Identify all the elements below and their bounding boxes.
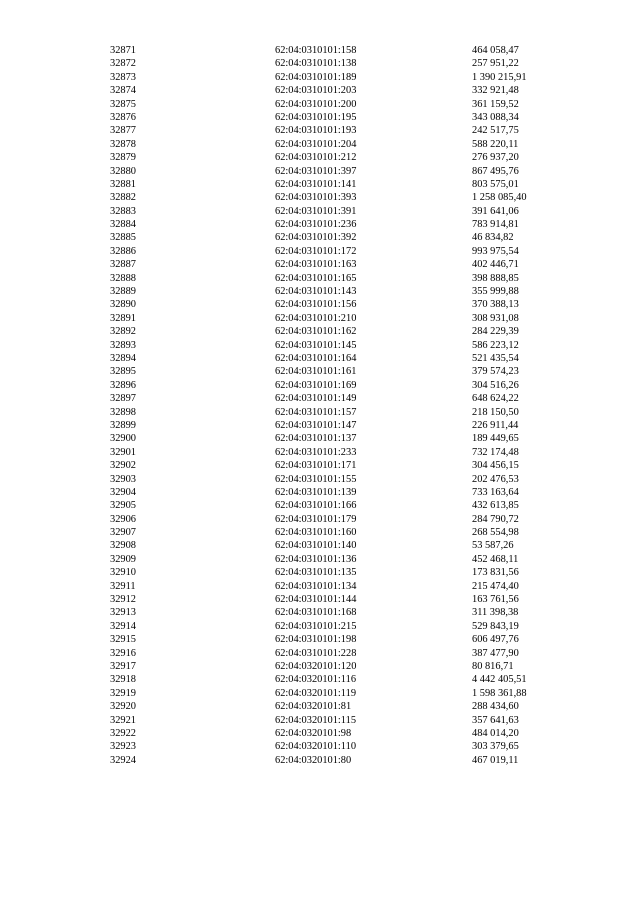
table-row <box>110 754 580 767</box>
table-row <box>110 714 580 727</box>
cadastral-number: 62:04:0310101:193 <box>275 125 357 137</box>
row-number: 32891 <box>110 312 136 324</box>
cadastral-value: 303 379,65 <box>472 741 519 753</box>
cadastral-number: 62:04:0310101:147 <box>275 419 357 431</box>
row-number: 32893 <box>110 339 136 351</box>
cadastral-number: 62:04:0310101:204 <box>275 138 357 150</box>
table-row <box>110 191 580 204</box>
table-row <box>110 553 580 566</box>
row-number: 32905 <box>110 500 136 512</box>
row-number: 32919 <box>110 687 136 699</box>
row-number: 32899 <box>110 419 136 431</box>
table-row <box>110 740 580 753</box>
row-number: 32900 <box>110 433 136 445</box>
cadastral-value: 308 931,08 <box>472 312 519 324</box>
table-row <box>110 231 580 244</box>
cadastral-number: 62:04:0310101:149 <box>275 393 357 405</box>
table-row <box>110 486 580 499</box>
cadastral-number: 62:04:0310101:200 <box>275 98 357 110</box>
row-number: 32920 <box>110 701 136 713</box>
cadastral-number: 62:04:0320101:80 <box>275 754 352 766</box>
row-number: 32895 <box>110 366 136 378</box>
row-number: 32883 <box>110 205 136 217</box>
cadastral-number: 62:04:0310101:236 <box>275 219 357 231</box>
cadastral-value: 467 019,11 <box>472 754 519 766</box>
row-number: 32909 <box>110 553 136 565</box>
cadastral-number: 62:04:0310101:138 <box>275 58 357 70</box>
table-row <box>110 392 580 405</box>
table-row <box>110 352 580 365</box>
row-number: 32878 <box>110 138 136 150</box>
cadastral-number: 62:04:0310101:203 <box>275 85 357 97</box>
cadastral-number: 62:04:0320101:98 <box>275 727 352 739</box>
row-number: 32882 <box>110 192 136 204</box>
cadastral-number: 62:04:0310101:139 <box>275 486 357 498</box>
cadastral-number: 62:04:0310101:166 <box>275 500 357 512</box>
row-number: 32912 <box>110 594 136 606</box>
row-number: 32907 <box>110 527 136 539</box>
row-number: 32911 <box>110 580 136 592</box>
table-row <box>110 365 580 378</box>
cadastral-value: 361 159,52 <box>472 98 519 110</box>
cadastral-number: 62:04:0310101:145 <box>275 339 357 351</box>
cadastral-value: 391 641,06 <box>472 205 519 217</box>
table-row <box>110 98 580 111</box>
cadastral-value: 648 624,22 <box>472 393 519 405</box>
table-row <box>110 633 580 646</box>
cadastral-number: 62:04:0310101:215 <box>275 620 357 632</box>
row-number: 32897 <box>110 393 136 405</box>
cadastral-value: 202 476,53 <box>472 473 519 485</box>
cadastral-value: 586 223,12 <box>472 339 519 351</box>
cadastral-number: 62:04:0310101:169 <box>275 379 357 391</box>
cadastral-number: 62:04:0310101:137 <box>275 433 357 445</box>
cadastral-number: 62:04:0310101:160 <box>275 527 357 539</box>
cadastral-value: 355 999,88 <box>472 286 519 298</box>
row-number: 32875 <box>110 98 136 110</box>
cadastral-number: 62:04:0310101:171 <box>275 460 357 472</box>
table-row <box>110 124 580 137</box>
row-number: 32898 <box>110 406 136 418</box>
table-row <box>110 218 580 231</box>
table-row <box>110 580 580 593</box>
table-row <box>110 339 580 352</box>
cadastral-value: 173 831,56 <box>472 567 519 579</box>
cadastral-value: 304 456,15 <box>472 460 519 472</box>
cadastral-number: 62:04:0310101:392 <box>275 232 357 244</box>
table-row <box>110 459 580 472</box>
row-number: 32890 <box>110 299 136 311</box>
table-row <box>110 446 580 459</box>
table-row <box>110 71 580 84</box>
cadastral-value: 46 834,82 <box>472 232 514 244</box>
table-row <box>110 566 580 579</box>
cadastral-number: 62:04:0320101:115 <box>275 714 357 726</box>
cadastral-value: 311 398,38 <box>472 607 519 619</box>
cadastral-value: 284 229,39 <box>472 326 519 338</box>
table-row <box>110 593 580 606</box>
cadastral-number: 62:04:0310101:136 <box>275 553 357 565</box>
cadastral-number: 62:04:0310101:141 <box>275 178 357 190</box>
table-row <box>110 379 580 392</box>
row-number: 32906 <box>110 513 136 525</box>
cadastral-value: 343 088,34 <box>472 111 519 123</box>
row-number: 32915 <box>110 634 136 646</box>
table-row <box>110 700 580 713</box>
cadastral-value: 606 497,76 <box>472 634 519 646</box>
table-row <box>110 138 580 151</box>
cadastral-number: 62:04:0310101:164 <box>275 352 357 364</box>
table-row <box>110 419 580 432</box>
row-number: 32904 <box>110 486 136 498</box>
row-number: 32885 <box>110 232 136 244</box>
row-number: 32881 <box>110 178 136 190</box>
cadastral-value: 226 911,44 <box>472 419 519 431</box>
row-number: 32908 <box>110 540 136 552</box>
cadastral-value-table <box>110 44 580 767</box>
cadastral-number: 62:04:0310101:179 <box>275 513 357 525</box>
cadastral-number: 62:04:0310101:228 <box>275 647 357 659</box>
cadastral-number: 62:04:0310101:143 <box>275 286 357 298</box>
row-number: 32924 <box>110 754 136 766</box>
table-row <box>110 325 580 338</box>
cadastral-number: 62:04:0310101:397 <box>275 165 357 177</box>
table-row <box>110 272 580 285</box>
row-number: 32876 <box>110 111 136 123</box>
row-number: 32916 <box>110 647 136 659</box>
cadastral-number: 62:04:0310101:158 <box>275 45 357 56</box>
cadastral-number: 62:04:0310101:393 <box>275 192 357 204</box>
cadastral-value: 387 477,90 <box>472 647 519 659</box>
row-number: 32903 <box>110 473 136 485</box>
table-row <box>110 258 580 271</box>
row-number: 32914 <box>110 620 136 632</box>
cadastral-value: 464 058,47 <box>472 45 519 56</box>
cadastral-number: 62:04:0310101:140 <box>275 540 357 552</box>
table-row <box>110 673 580 686</box>
row-number: 32880 <box>110 165 136 177</box>
table-row <box>110 606 580 619</box>
table-row <box>110 312 580 325</box>
cadastral-value: 867 495,76 <box>472 165 519 177</box>
row-number: 32917 <box>110 660 136 672</box>
cadastral-value: 993 975,54 <box>472 245 519 257</box>
cadastral-value: 189 449,65 <box>472 433 519 445</box>
row-number: 32923 <box>110 741 136 753</box>
cadastral-value: 80 816,71 <box>472 660 514 672</box>
cadastral-value: 215 474,40 <box>472 580 519 592</box>
table-row <box>110 620 580 633</box>
cadastral-number: 62:04:0310101:163 <box>275 259 357 271</box>
cadastral-number: 62:04:0320101:120 <box>275 660 357 672</box>
table-row <box>110 513 580 526</box>
cadastral-number: 62:04:0320101:116 <box>275 674 357 686</box>
cadastral-number: 62:04:0320101:81 <box>275 701 352 713</box>
table-row <box>110 111 580 124</box>
cadastral-number: 62:04:0310101:391 <box>275 205 357 217</box>
cadastral-value: 370 388,13 <box>472 299 519 311</box>
cadastral-number: 62:04:0310101:157 <box>275 406 357 418</box>
cadastral-number: 62:04:0310101:134 <box>275 580 357 592</box>
row-number: 32892 <box>110 326 136 338</box>
row-number: 32910 <box>110 567 136 579</box>
cadastral-value: 733 163,64 <box>472 486 519 498</box>
table-row <box>110 432 580 445</box>
table-row <box>110 178 580 191</box>
cadastral-value: 4 442 405,51 <box>472 674 527 686</box>
cadastral-number: 62:04:0310101:210 <box>275 312 357 324</box>
cadastral-value: 732 174,48 <box>472 446 519 458</box>
cadastral-number: 62:04:0310101:161 <box>275 366 357 378</box>
table-row <box>110 151 580 164</box>
cadastral-number: 62:04:0310101:189 <box>275 71 357 83</box>
row-number: 32884 <box>110 219 136 231</box>
cadastral-value: 1 258 085,40 <box>472 192 527 204</box>
table-row <box>110 473 580 486</box>
cadastral-value: 432 613,85 <box>472 500 519 512</box>
table-row <box>110 298 580 311</box>
cadastral-number: 62:04:0320101:119 <box>275 687 357 699</box>
table-row <box>110 285 580 298</box>
cadastral-value: 1 390 215,91 <box>472 71 527 83</box>
row-number: 32888 <box>110 272 136 284</box>
row-number: 32872 <box>110 58 136 70</box>
cadastral-value: 288 434,60 <box>472 701 519 713</box>
cadastral-number: 62:04:0310101:198 <box>275 634 357 646</box>
row-number: 32886 <box>110 245 136 257</box>
cadastral-number: 62:04:0320101:110 <box>275 741 357 753</box>
cadastral-value: 402 446,71 <box>472 259 519 271</box>
cadastral-value: 163 761,56 <box>472 594 519 606</box>
cadastral-number: 62:04:0310101:155 <box>275 473 357 485</box>
cadastral-number: 62:04:0310101:135 <box>275 567 357 579</box>
row-number: 32902 <box>110 460 136 472</box>
cadastral-number: 62:04:0310101:212 <box>275 152 357 164</box>
cadastral-value: 452 468,11 <box>472 553 519 565</box>
cadastral-value: 484 014,20 <box>472 727 519 739</box>
cadastral-value: 53 587,26 <box>472 540 514 552</box>
cadastral-value: 304 516,26 <box>472 379 519 391</box>
row-number: 32871 <box>110 45 136 56</box>
cadastral-number: 62:04:0310101:172 <box>275 245 357 257</box>
table-row <box>110 660 580 673</box>
table-row <box>110 647 580 660</box>
table-row <box>110 165 580 178</box>
cadastral-number: 62:04:0310101:162 <box>275 326 357 338</box>
row-number: 32887 <box>110 259 136 271</box>
table-row <box>110 57 580 70</box>
row-number: 32874 <box>110 85 136 97</box>
cadastral-value: 803 575,01 <box>472 178 519 190</box>
row-number: 32918 <box>110 674 136 686</box>
table-row <box>110 84 580 97</box>
row-number: 32877 <box>110 125 136 137</box>
table-row <box>110 406 580 419</box>
cadastral-value: 268 554,98 <box>472 527 519 539</box>
cadastral-number: 62:04:0310101:168 <box>275 607 357 619</box>
row-number: 32894 <box>110 352 136 364</box>
cadastral-value: 242 517,75 <box>472 125 519 137</box>
table-row <box>110 245 580 258</box>
row-number: 32913 <box>110 607 136 619</box>
cadastral-value: 398 888,85 <box>472 272 519 284</box>
cadastral-value: 357 641,63 <box>472 714 519 726</box>
table-row <box>110 687 580 700</box>
cadastral-value: 257 951,22 <box>472 58 519 70</box>
cadastral-value: 783 914,81 <box>472 219 519 231</box>
cadastral-value: 218 150,50 <box>472 406 519 418</box>
row-number: 32922 <box>110 727 136 739</box>
cadastral-value: 529 843,19 <box>472 620 519 632</box>
table-row <box>110 205 580 218</box>
cadastral-number: 62:04:0310101:156 <box>275 299 357 311</box>
table-row <box>110 526 580 539</box>
cadastral-value: 588 220,11 <box>472 138 519 150</box>
row-number: 32921 <box>110 714 136 726</box>
cadastral-value: 521 435,54 <box>472 352 519 364</box>
table-row <box>110 727 580 740</box>
table-row <box>110 539 580 552</box>
table-row <box>110 499 580 512</box>
cadastral-number: 62:04:0310101:144 <box>275 594 357 606</box>
table-row <box>110 44 580 57</box>
cadastral-number: 62:04:0310101:165 <box>275 272 357 284</box>
cadastral-value: 276 937,20 <box>472 152 519 164</box>
cadastral-number: 62:04:0310101:233 <box>275 446 357 458</box>
cadastral-number: 62:04:0310101:195 <box>275 111 357 123</box>
cadastral-value: 332 921,48 <box>472 85 519 97</box>
row-number: 32901 <box>110 446 136 458</box>
cadastral-value: 379 574,23 <box>472 366 519 378</box>
row-number: 32896 <box>110 379 136 391</box>
row-number: 32873 <box>110 71 136 83</box>
row-number: 32889 <box>110 286 136 298</box>
row-number: 32879 <box>110 152 136 164</box>
cadastral-value: 284 790,72 <box>472 513 519 525</box>
cadastral-value: 1 598 361,88 <box>472 687 527 699</box>
